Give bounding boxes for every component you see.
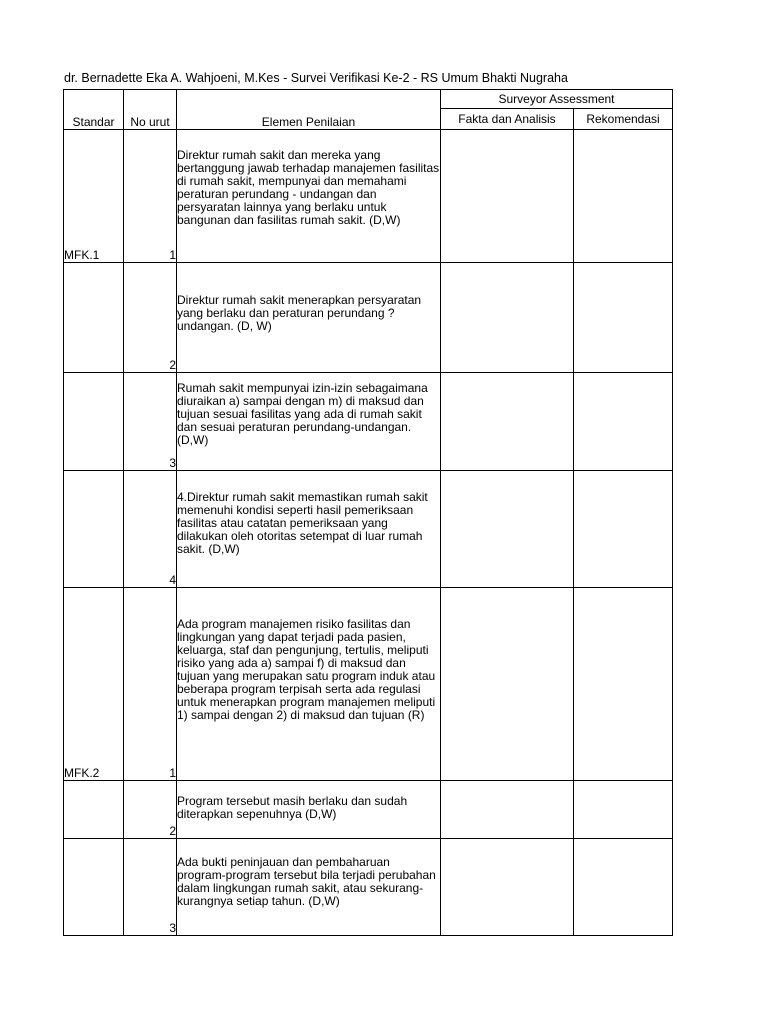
no-urut-cell: 4 (124, 471, 177, 588)
fakta-cell[interactable] (441, 781, 574, 839)
col-header-standar: Standar (64, 90, 124, 130)
elemen-text: Direktur rumah sakit menerapkan persyaratan yang berlaku dan peraturan perundang ? undangan. (D, W) (177, 293, 422, 333)
elemen-cell (177, 781, 441, 839)
col-header-elemen: Elemen Penilaian (177, 90, 441, 130)
elemen-cell (177, 373, 441, 471)
standar-cell: MFK.1 (64, 130, 124, 263)
table-row (64, 588, 673, 781)
no-urut-cell: 2 (124, 781, 177, 839)
table-row (64, 263, 673, 373)
fakta-cell[interactable] (441, 373, 574, 471)
rekomendasi-cell[interactable] (574, 471, 673, 588)
elemen-text: Direktur rumah sakit dan mereka yang bertanggung jawab terhadap manajemen fasilitas di rumah sakit, mempunyai dan memahami peraturan perundang - undangan dan persyaratan lainnya yang berlaku untuk bangunan dan fasilitas rumah sakit. (D,W) (177, 148, 440, 227)
rekomendasi-cell[interactable] (574, 588, 673, 781)
col-header-no-urut: No urut (124, 90, 177, 130)
fakta-cell[interactable] (441, 263, 574, 373)
elemen-cell (177, 130, 441, 263)
elemen-text: Ada bukti peninjauan dan pembaharuan program-program tersebut bila terjadi perubahan dalam lingkungan rumah sakit, atau sekurang-kurangnya setiap tahun. (D,W) (177, 855, 436, 908)
elemen-cell (177, 471, 441, 588)
table-row (64, 373, 673, 471)
elemen-text: Program tersebut masih berlaku dan sudah diterapkan sepenuhnya (D,W) (177, 794, 408, 821)
elemen-text: Ada program manajemen risiko fasilitas dan lingkungan yang dapat terjadi pada pasien, keluarga, staf dan pengunjung, tertulis, meliputi risiko yang ada a) sampai f) di maksud dan tujuan yang merupakan satu program induk atau beberapa program terpisah serta ada regulasi untuk menerapkan program manajemen meliputi 1) sampai dengan 2) di maksud dan tujuan (R) (177, 617, 436, 722)
elemen-cell (177, 263, 441, 373)
standar-cell (64, 373, 124, 471)
standar-cell: MFK.2 (64, 588, 124, 781)
fakta-cell[interactable] (441, 588, 574, 781)
no-urut-cell: 1 (124, 588, 177, 781)
no-urut-cell: 1 (124, 130, 177, 263)
rekomendasi-cell[interactable] (574, 130, 673, 263)
no-urut-cell: 3 (124, 373, 177, 471)
standar-cell (64, 471, 124, 588)
fakta-cell[interactable] (441, 471, 574, 588)
fakta-cell[interactable] (441, 130, 574, 263)
rekomendasi-cell[interactable] (574, 839, 673, 936)
elemen-cell (177, 839, 441, 936)
no-urut-cell: 3 (124, 839, 177, 936)
elemen-cell (177, 588, 441, 781)
rekomendasi-cell[interactable] (574, 781, 673, 839)
standar-cell (64, 839, 124, 936)
standar-cell (64, 781, 124, 839)
col-header-group-surveyor: Surveyor Assessment (441, 90, 673, 109)
standar-cell (64, 263, 124, 373)
col-header-rekomendasi: Rekomendasi (574, 109, 673, 130)
col-header-fakta: Fakta dan Analisis (441, 109, 574, 130)
fakta-cell[interactable] (441, 839, 574, 936)
no-urut-cell: 2 (124, 263, 177, 373)
assessment-table (63, 89, 673, 936)
rekomendasi-cell[interactable] (574, 263, 673, 373)
table-row (64, 471, 673, 588)
rekomendasi-cell[interactable] (574, 373, 673, 471)
elemen-text: 4.Direktur rumah sakit memastikan rumah sakit memenuhi kondisi seperti hasil pemeriksaan fasilitas atau catatan pemeriksaan yang dilakukan oleh otoritas setempat di luar rumah sakit. (D,W) (177, 490, 428, 556)
table-row (64, 839, 673, 936)
table-row (64, 130, 673, 263)
table-row (64, 781, 673, 839)
elemen-text: Rumah sakit mempunyai izin-izin sebagaimana diuraikan a) sampai dengan m) di maksud dan tujuan sesuai fasilitas yang ada di rumah sakit dan sesuai peraturan perundang-undangan. (D,W) (177, 381, 428, 447)
document-title: dr. Bernadette Eka A. Wahjoeni, M.Kes - Survei Verifikasi Ke-2 - RS Umum Bhakti Nugraha (64, 71, 568, 85)
